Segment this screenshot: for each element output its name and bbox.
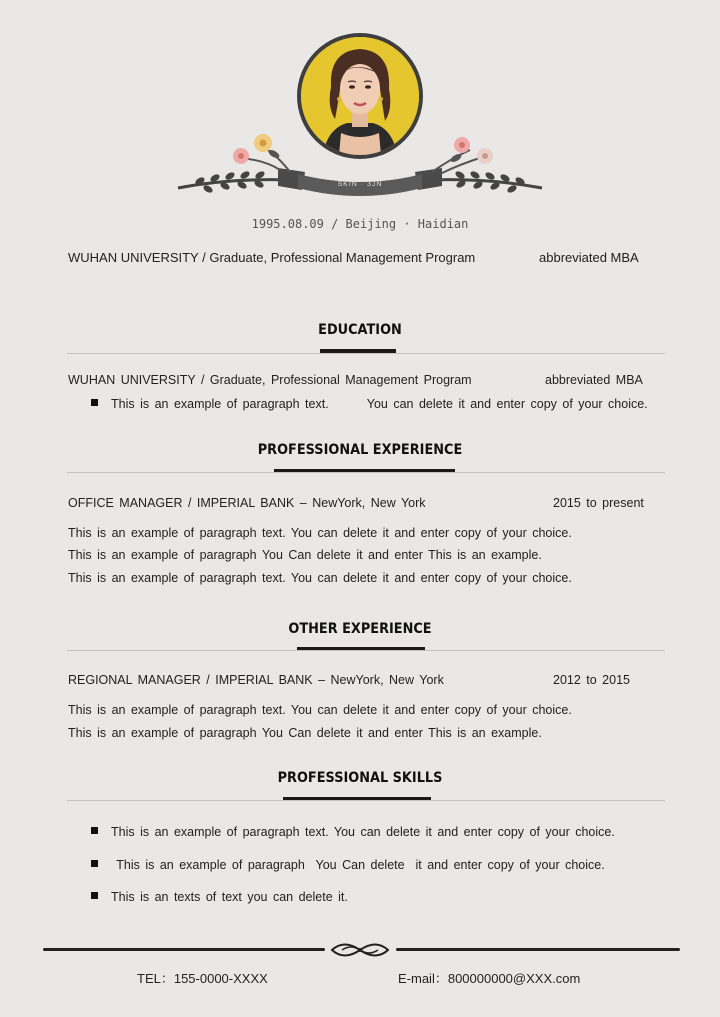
other-job-title: REGIONAL MANAGER / IMPERIAL BANK – NewYork, New York [68,673,444,687]
footer-phone: TEL：155-0000-XXXX [137,971,268,986]
footer-divider-right [396,948,680,951]
other-job-period: 2012 to 2015 [553,673,630,687]
professional-job-period: 2015 to present [553,496,644,510]
section-title-other-experience: OTHER EXPERIENCE [288,621,432,637]
other-description-line: This is an example of paragraph text. You can delete it and enter copy of your choice. [68,703,572,717]
footer-email: E-mail：800000000@XXX.com [398,971,581,986]
footer-divider-left [43,948,325,951]
bullet-marker [91,860,98,867]
section-title-professional-experience: PROFESSIONAL EXPERIENCE [257,442,463,458]
banner-text: SKIN · 3JN [337,181,383,188]
section-divider [67,650,665,651]
skill-item: This is an example of paragraph You Can delete it and enter copy of your choice. [111,858,605,872]
section-divider [67,472,665,473]
bullet-marker [91,399,98,406]
bullet-marker [91,892,98,899]
header-degree: abbreviated MBA [539,250,639,265]
professional-description-line: This is an example of paragraph You Can delete it and enter This is an example. [68,548,542,562]
section-divider [67,800,665,801]
education-bullet-text: This is an example of paragraph text. You can delete it and enter copy of your choice. [111,397,648,411]
bullet-marker [91,827,98,834]
other-description-line: This is an example of paragraph You Can delete it and enter This is an example. [68,726,542,740]
professional-description-line: This is an example of paragraph text. You can delete it and enter copy of your choice. [68,571,572,585]
birthdate-location: 1995.08.09 / Beijing · Haidian [251,217,469,231]
section-title-education: EDUCATION [318,322,402,338]
skill-item: This is an example of paragraph text. You can delete it and enter copy of your choice. [111,825,615,839]
skill-item: This is an texts of text you can delete it. [111,890,348,904]
footer-ornament [328,939,392,961]
section-title-professional-skills: PROFESSIONAL SKILLS [277,770,443,786]
header-school-program: WUHAN UNIVERSITY / Graduate, Professional Management Program [68,250,476,265]
education-degree: abbreviated MBA [545,373,643,387]
education-school-program: WUHAN UNIVERSITY / Graduate, Professional Management Program [68,373,472,387]
section-divider [67,353,665,354]
professional-job-title: OFFICE MANAGER / IMPERIAL BANK – NewYork, New York [68,496,426,510]
professional-description-line: This is an example of paragraph text. You can delete it and enter copy of your choice. [68,526,572,540]
